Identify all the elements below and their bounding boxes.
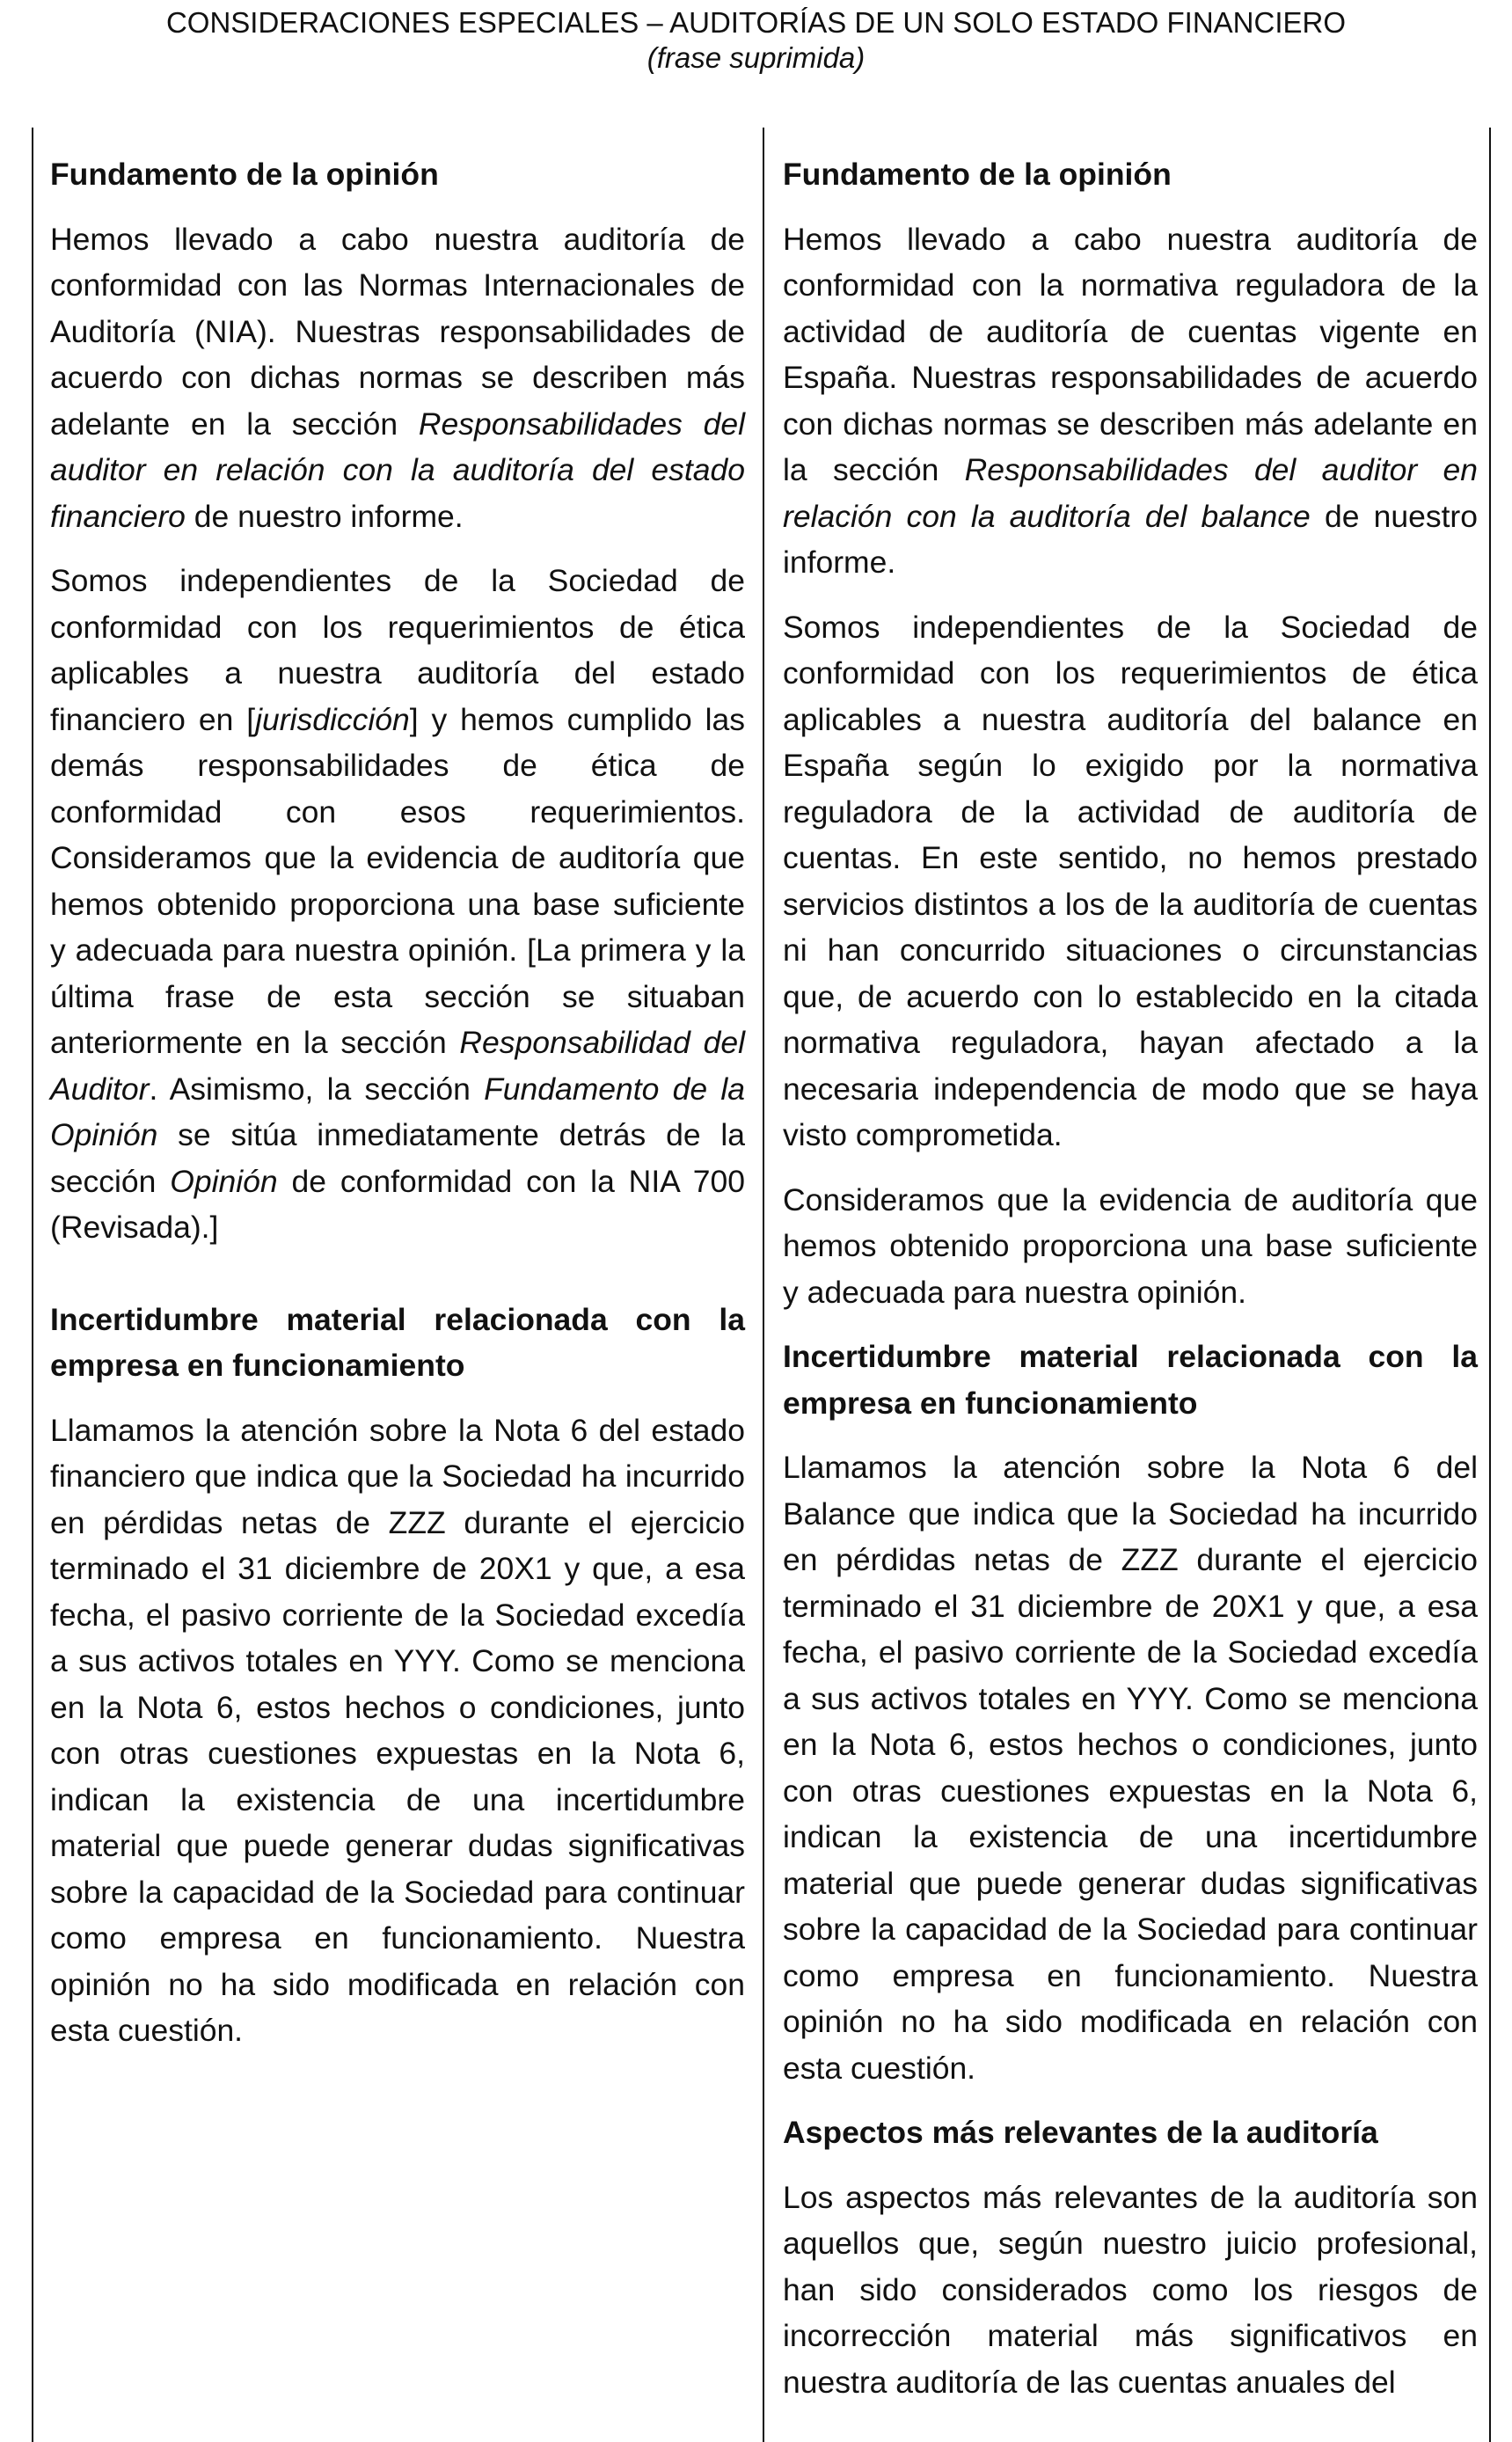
section-heading-incertidumbre: Incertidumbre material relacionada con la empresa en funcionamiento	[50, 1301, 745, 1383]
paragraph-incertidumbre-1: Llamamos la atención sobre la Nota 6 del Balance que indica que la Sociedad ha incurrido en pérdidas netas de ZZZ durante el ejercicio terminado el 31 diciembre de 20X1 y que, a esa fecha, el pasivo corriente de la Sociedad excedía a sus activos totales en YYY. Como se menciona en la Nota 6, estos hechos o condiciones, junto con otras cuestiones expuestas en la Nota 6, indican la existencia de una incertidumbre material que puede generar dudas significativas sobre la capacidad de la Sociedad para continuar como empresa en funcionamiento. Nuestra opinión no ha sido modificada en relación con esta cuestión.	[783, 1450, 1478, 2086]
paragraph-incertidumbre-1: Llamamos la atención sobre la Nota 6 del estado financiero que indica que la Sociedad ha incurrido en pérdidas netas de ZZZ durante el ejercicio terminado el 31 diciembre de 20X1 y que, a esa fecha, el pasivo corriente de la Sociedad excedía a sus activos totales en YYY. Como se menciona en la Nota 6, estos hechos o condiciones, junto con otras cuestiones expuestas en la Nota 6, indican la existencia de una incertidumbre material que puede generar dudas significativas sobre la capacidad de la Sociedad para continuar como empresa en funcionamiento. Nuestra opinión no ha sido modificada en relación con esta cuestión.	[50, 1412, 745, 2048]
section-heading-incertidumbre: Incertidumbre material relacionada con la empresa en funcionamiento	[783, 1339, 1478, 1421]
right-border-line	[1489, 128, 1491, 2442]
paragraph-fundamento-2: Somos independientes de la Sociedad de conformidad con los requerimientos de ética aplicables a nuestra auditoría del estado financiero en [jurisdicción] y hemos cumplido las demás responsabilidades de ética de conformidad con esos requerimientos. Consideramos que la evidencia de auditoría que hemos obtenido proporciona una base suficiente y adecuada para nuestra opinión. [La primera y la última frase de esta sección se situaban anteriormente en la sección Responsabilidad del Auditor. Asimismo, la sección Fundamento de la Opinión se sitúa inmediatamente detrás de la sección Opinión de conformidad con la NIA 700 (Revisada).]	[50, 563, 746, 1245]
section-heading-fundamento: Fundamento de la opinión	[783, 157, 1172, 192]
paragraph-fundamento-2: Somos independientes de la Sociedad de conformidad con los requerimientos de ética aplicables a nuestra auditoría del balance en España según lo exigido por la normativa reguladora de la actividad de auditoría de cuentas. En este sentido, no hemos prestado servicios distintos a los de la auditoría de cuentas ni han concurrido situaciones o circunstancias que, de acuerdo con lo establecido en la citada normativa reguladora, hayan afectado a la necesaria independencia de modo que se haya visto comprometida.	[783, 609, 1478, 1152]
paragraph-aspectos-relevantes-1: Los aspectos más relevantes de la auditoría son aquellos que, según nuestro juicio profesional, han sido considerados como los riesgos de incorrección material más significativos en nuestra auditoría de las cuentas anuales del	[783, 2179, 1478, 2400]
left-column	[50, 151, 745, 2073]
center-divider-line	[763, 128, 764, 2442]
paragraph-fundamento-3: Consideramos que la evidencia de auditoría que hemos obtenido proporciona una base suficiente y adecuada para nuestra opinión.	[783, 1181, 1478, 1310]
section-heading-fundamento: Fundamento de la opinión	[50, 157, 439, 192]
right-column	[783, 151, 1478, 2424]
page-subtitle: (frase suprimida)	[646, 41, 866, 74]
paragraph-fundamento-1: Hemos llevado a cabo nuestra auditoría de conformidad con las Normas Internacionales de Auditoría (NIA). Nuestras responsabilidades de acuerdo con dichas normas se describen más adelante en la sección Responsabilidades del auditor en relación con la auditoría del estado financiero de nuestro informe.	[50, 221, 746, 534]
left-border-line	[32, 128, 33, 2442]
page-title: CONSIDERACIONES ESPECIALES – AUDITORÍAS DE UN SOLO ESTADO FINANCIERO	[165, 6, 1347, 39]
paragraph-fundamento-1: Hemos llevado a cabo nuestra auditoría de conformidad con la normativa reguladora de la actividad de auditoría de cuentas vigente en España. Nuestras responsabilidades de acuerdo con dichas normas se describen más adelante en la sección Responsabilidades del auditor en relación con la auditoría del balance de nuestro informe.	[783, 221, 1479, 580]
section-heading-aspectos-relevantes: Aspectos más relevantes de la auditoría	[783, 2115, 1378, 2150]
page-header	[0, 5, 1512, 76]
